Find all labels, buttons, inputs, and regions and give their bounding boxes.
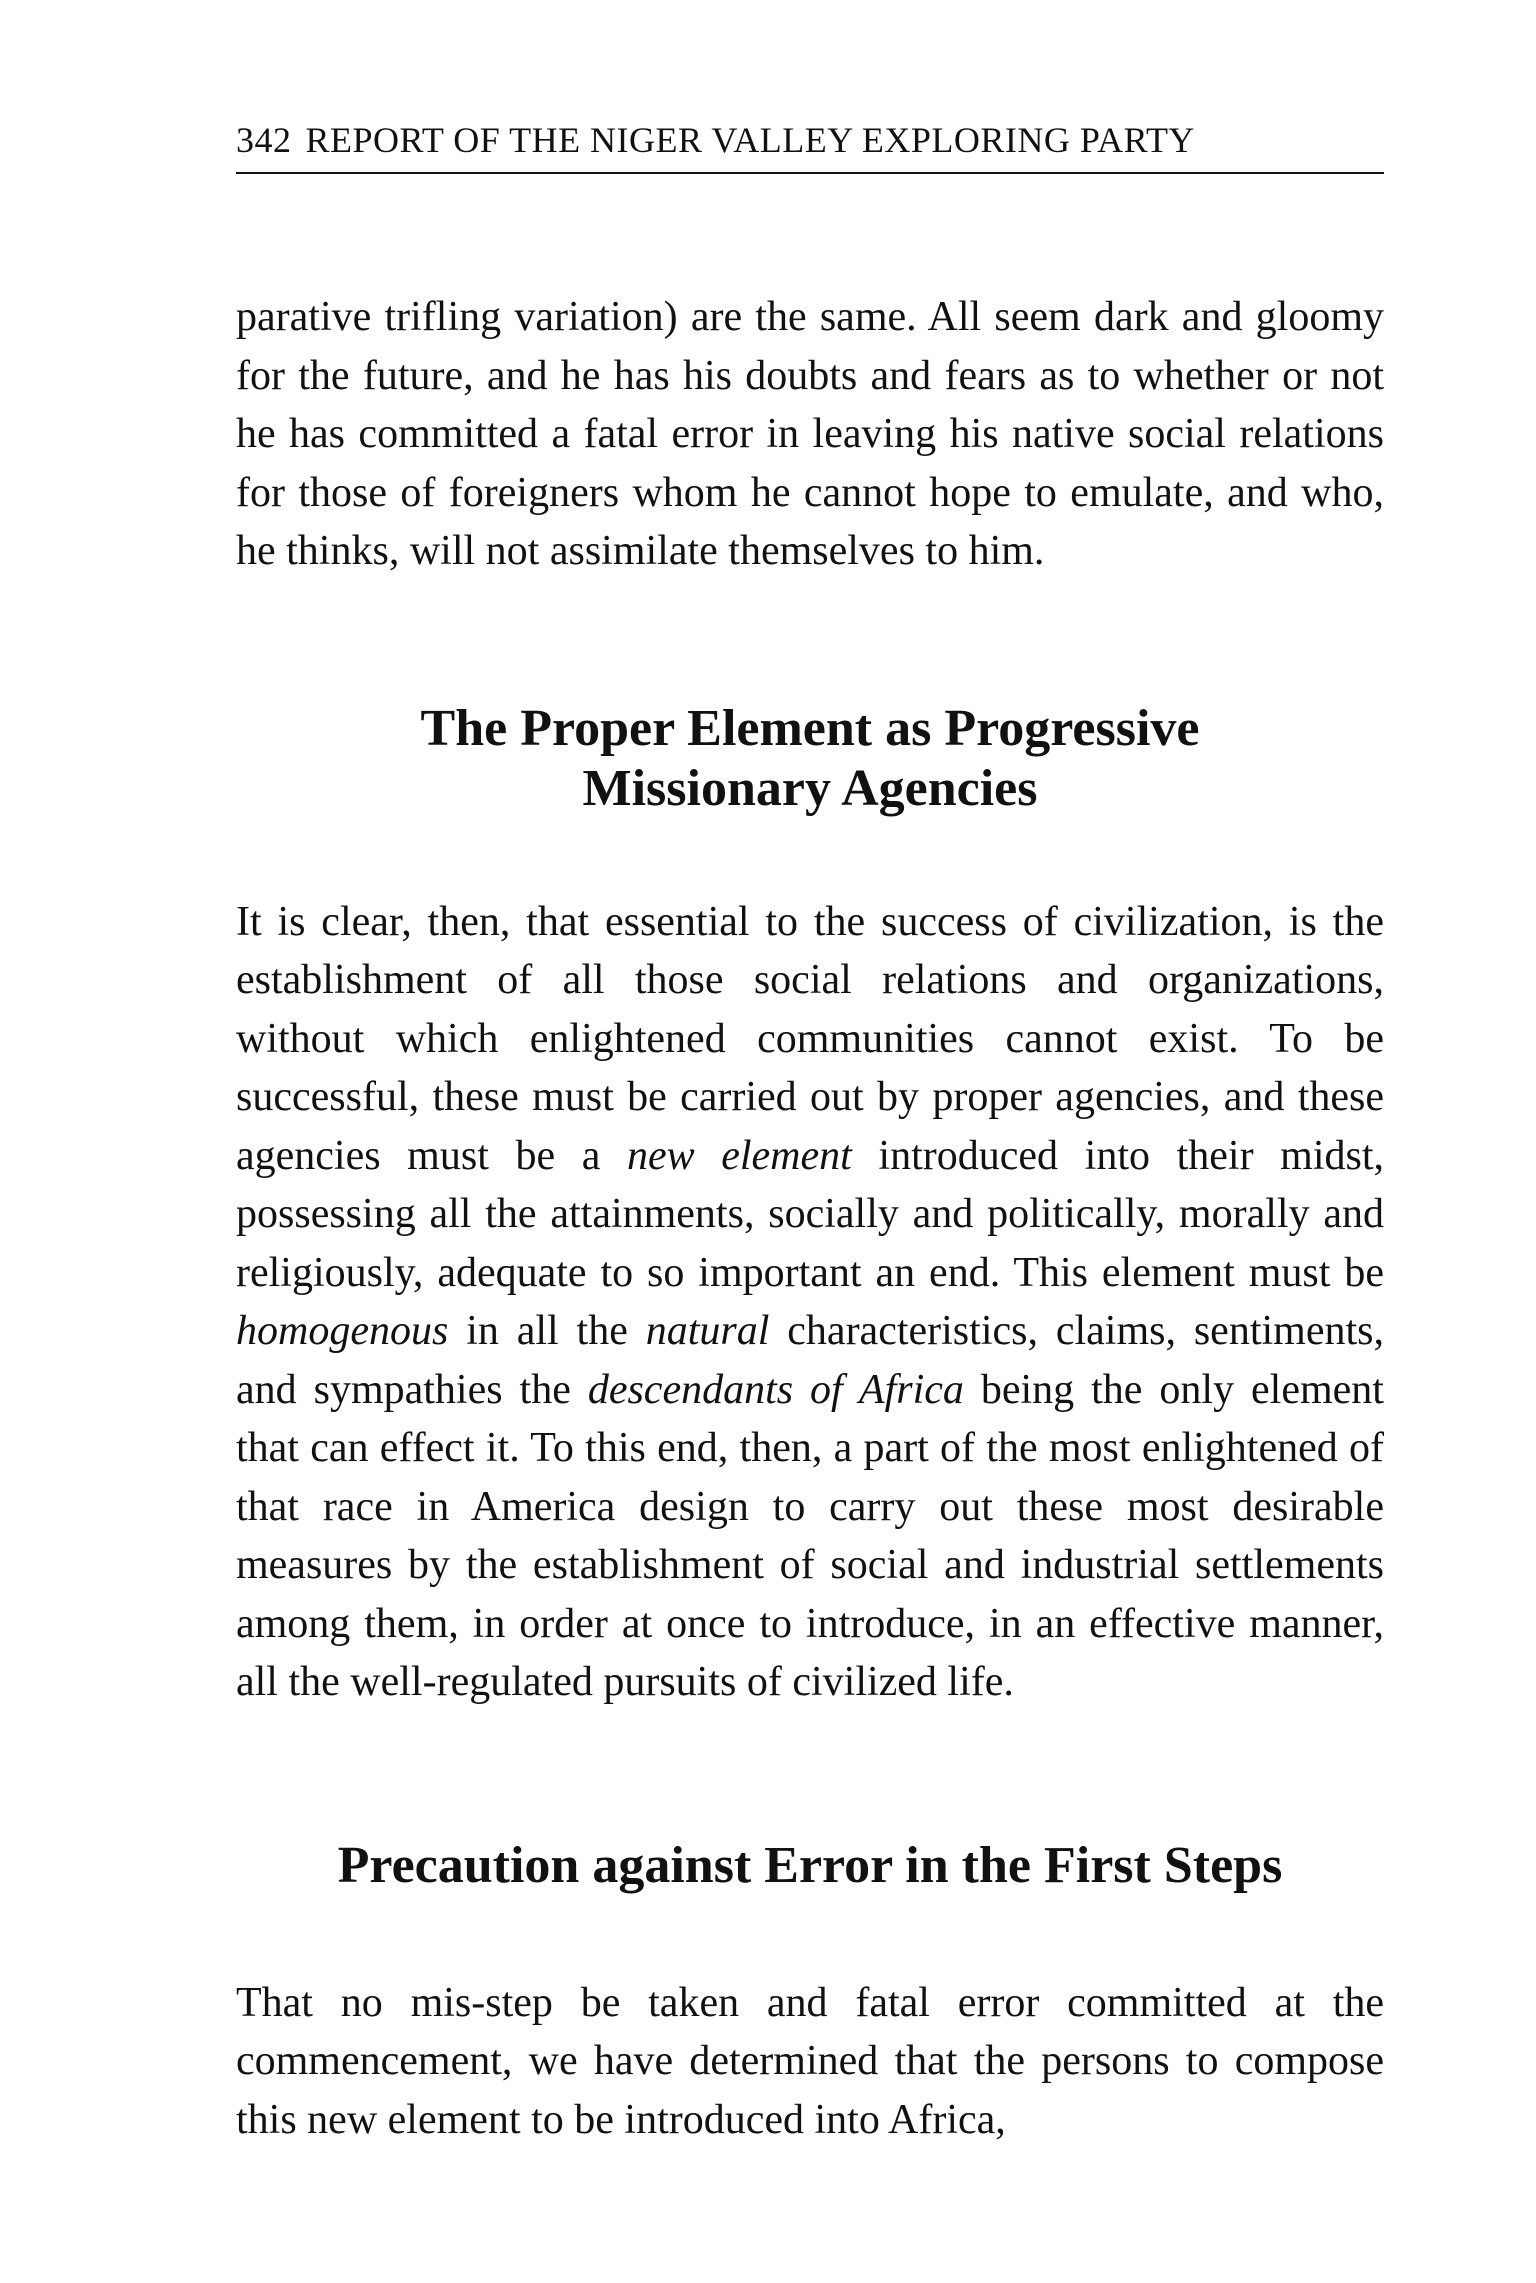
paragraph-text-segment: characteristics, claims, sentiments, and sympathies the [236, 1308, 1384, 1413]
book-page [236, 118, 1384, 2149]
section-heading-precaution: Precaution against Error in the First Steps [337, 1836, 1283, 1894]
paragraph-proper-element [236, 893, 1384, 1712]
paragraph-text-segment: It is clear, then, that essential to the success of civilization, is the establishment of all those social relations and organizations, without which enlightened communities cannot exist. To be successful, these must be carried out by proper agencies, and these agencies must be a [236, 898, 1384, 1179]
paragraph-text-segment: introduced into their midst, possessing all the attainments, socially and politically, morally and religiously, adequate to so important an end. This element must be [236, 1132, 1385, 1296]
paragraph-text-segment: being the only element that can effect it. To this end, then, a part of the most enlightened of that race in America design to carry out these most desirable measures by the establishment of social and industrial settlements among them, in order at once to introduce, in an effective manner, all the well-regulated pursuits of civilized life. [236, 1366, 1384, 1705]
running-head-title: REPORT OF THE NIGER VALLEY EXPLORING PARTY [305, 120, 1195, 160]
emphasis-descendants-of-africa: descendants of Africa [587, 1366, 964, 1413]
section-heading-line-1: The Proper Element as Progressive [420, 699, 1200, 757]
running-head [236, 118, 1384, 174]
paragraph-precaution: That no mis-step be taken and fatal error committed at the commencement, we have determined that the persons to compose this new element to be introduced into Africa, [236, 1979, 1384, 2143]
emphasis-natural: natural [645, 1308, 770, 1354]
page-number: 342 [236, 120, 292, 160]
paragraph-continued: parative trifling variation) are the same. All seem dark and gloomy for the future, and he has his doubts and fears as to whether or not he has committed a fatal error in leaving his native social relations for those of foreigners whom he cannot hope to emulate, and who, he thinks, will not assimilate themselves to him. [236, 294, 1384, 574]
emphasis-new-element: new element [626, 1132, 852, 1179]
section-heading-proper-element [236, 699, 1384, 819]
emphasis-homogenous: homogenous [236, 1308, 449, 1354]
section-heading-line-2: Missionary Agencies [582, 759, 1038, 817]
paragraph-text-segment: in all the [448, 1308, 646, 1354]
